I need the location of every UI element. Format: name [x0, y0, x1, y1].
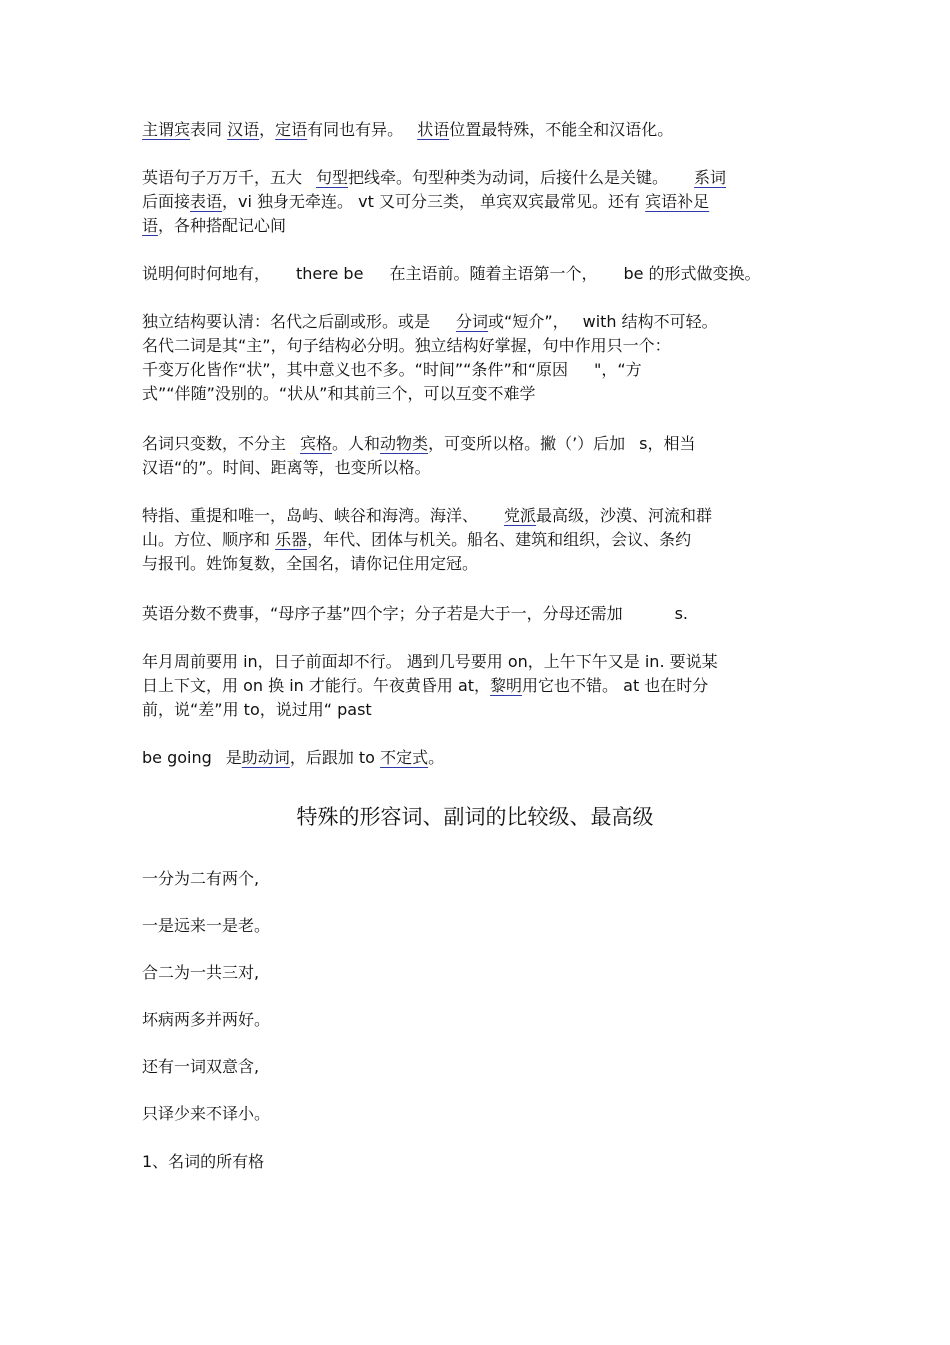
term-link[interactable]: 黎明 [490, 676, 523, 695]
text-line: 与报刊。姓饰复数，全国名，请你记住用定冠。 [142, 554, 479, 573]
term-link[interactable]: 表语 [190, 192, 223, 211]
poem-line: 一分为二有两个, [142, 869, 260, 888]
paragraph-be-going-to [142, 746, 802, 770]
poem-line: 合二为一共三对, [142, 963, 260, 982]
paragraph-sentence-components [142, 118, 802, 142]
text-line: 独立结构要认清：名代之后副或形。或是 分词或“短介”， with 结构不可轻。 [142, 312, 718, 331]
text-line: 名代二词是其“主”，句子结构必分明。独立结构好掌握，句中作用只一个： [142, 336, 671, 355]
term-link[interactable]: 乐器 [275, 530, 308, 549]
paragraph-absolute-construction [142, 310, 802, 406]
text-line: 英语分数不费事，“母序子基”四个字；分子若是大于一，分母还需加 s. [142, 604, 689, 623]
paragraph-fractions [142, 602, 802, 626]
paragraph-prepositions-of-time [142, 650, 802, 722]
term-link[interactable]: 分词 [456, 312, 489, 331]
poem-line: 只译少来不译小。 [142, 1104, 271, 1123]
paragraph-possessive-case [142, 432, 802, 480]
text-line: 汉语“的”。时间、距离等，也变所以格。 [142, 458, 431, 477]
text-line: 年月周前要用 in，日子前面却不行。 遇到几号要用 on，上午下午又是 in. 要说某 [142, 652, 718, 671]
text-line: 日上下文，用 on 换 in 才能行。午夜黄昏用 at，黎明用它也不错。 at 也在时分 [142, 676, 709, 695]
text-line: 山。方位、顺序和 乐器，年代、团体与机关。船名、建筑和组织，会议、条约 [142, 530, 692, 549]
text-line: 特指、重提和唯一，岛屿、峡谷和海湾。海洋、 党派最高级，沙漠、河流和群 [142, 506, 713, 525]
text-line: 式”“伴随”没别的。“状从”和其前三个，可以互变不难学 [142, 384, 536, 403]
section-heading: 特殊的形容词、副词的比较级、最高级 [296, 805, 654, 829]
poem-line: 一是远来一是老。 [142, 916, 271, 935]
subsection-title: 1、名词的所有格 [142, 1152, 265, 1171]
text-line: be going 是助动词，后跟加 to 不定式。 [142, 748, 445, 767]
term-link[interactable]: 不定式 [380, 748, 429, 767]
term-link[interactable]: 句型 [316, 168, 349, 187]
term-link[interactable]: 宾格 [300, 434, 333, 453]
text-line: 名词只变数，不分主 宾格。人和动物类，可变所以格。撇（’）后加 s，相当 [142, 434, 696, 453]
poem-line: 还有一词双意含, [142, 1057, 260, 1076]
text-line: 千变万化皆作“状”，其中意义也不多。“时间”“条件”和“原因 "，“方 [142, 360, 642, 379]
paragraph-sentence-patterns [142, 166, 802, 238]
term-link[interactable]: 党派 [504, 506, 537, 525]
text-line: 语，各种搭配记心间 [142, 216, 287, 235]
term-link[interactable]: 主谓宾 [142, 120, 191, 139]
term-link[interactable]: 状语 [417, 120, 450, 139]
term-link[interactable]: 动物类 [380, 434, 429, 453]
text-line: 后面接表语，vi 独身无牵连。 vt 又可分三类， 单宾双宾最常见。还有 宾语补足 [142, 192, 710, 211]
term-link[interactable]: 系词 [694, 168, 727, 187]
paragraph-there-be [142, 262, 802, 286]
text-line: 主谓宾表同 汉语，定语有同也有异。 状语位置最特殊，不能全和汉语化。 [142, 120, 674, 139]
term-link[interactable]: 宾语补足 [645, 192, 710, 211]
paragraph-definite-article [142, 504, 802, 576]
text-line: 前，说“差”用 to，说过用“ past [142, 700, 372, 719]
text-line: 说明何时何地有， there be 在主语前。随着主语第一个， be 的形式做变换。 [142, 264, 761, 283]
poem-line: 坏病两多并两好。 [142, 1010, 271, 1029]
term-link[interactable]: 定语 [275, 120, 308, 139]
term-link[interactable]: 语 [142, 216, 159, 235]
text-line: 英语句子万万千，五大 句型把线牵。句型种类为动词，后接什么是关键。 系词 [142, 168, 727, 187]
term-link[interactable]: 汉语 [227, 120, 260, 139]
term-link[interactable]: 助动词 [241, 748, 290, 767]
